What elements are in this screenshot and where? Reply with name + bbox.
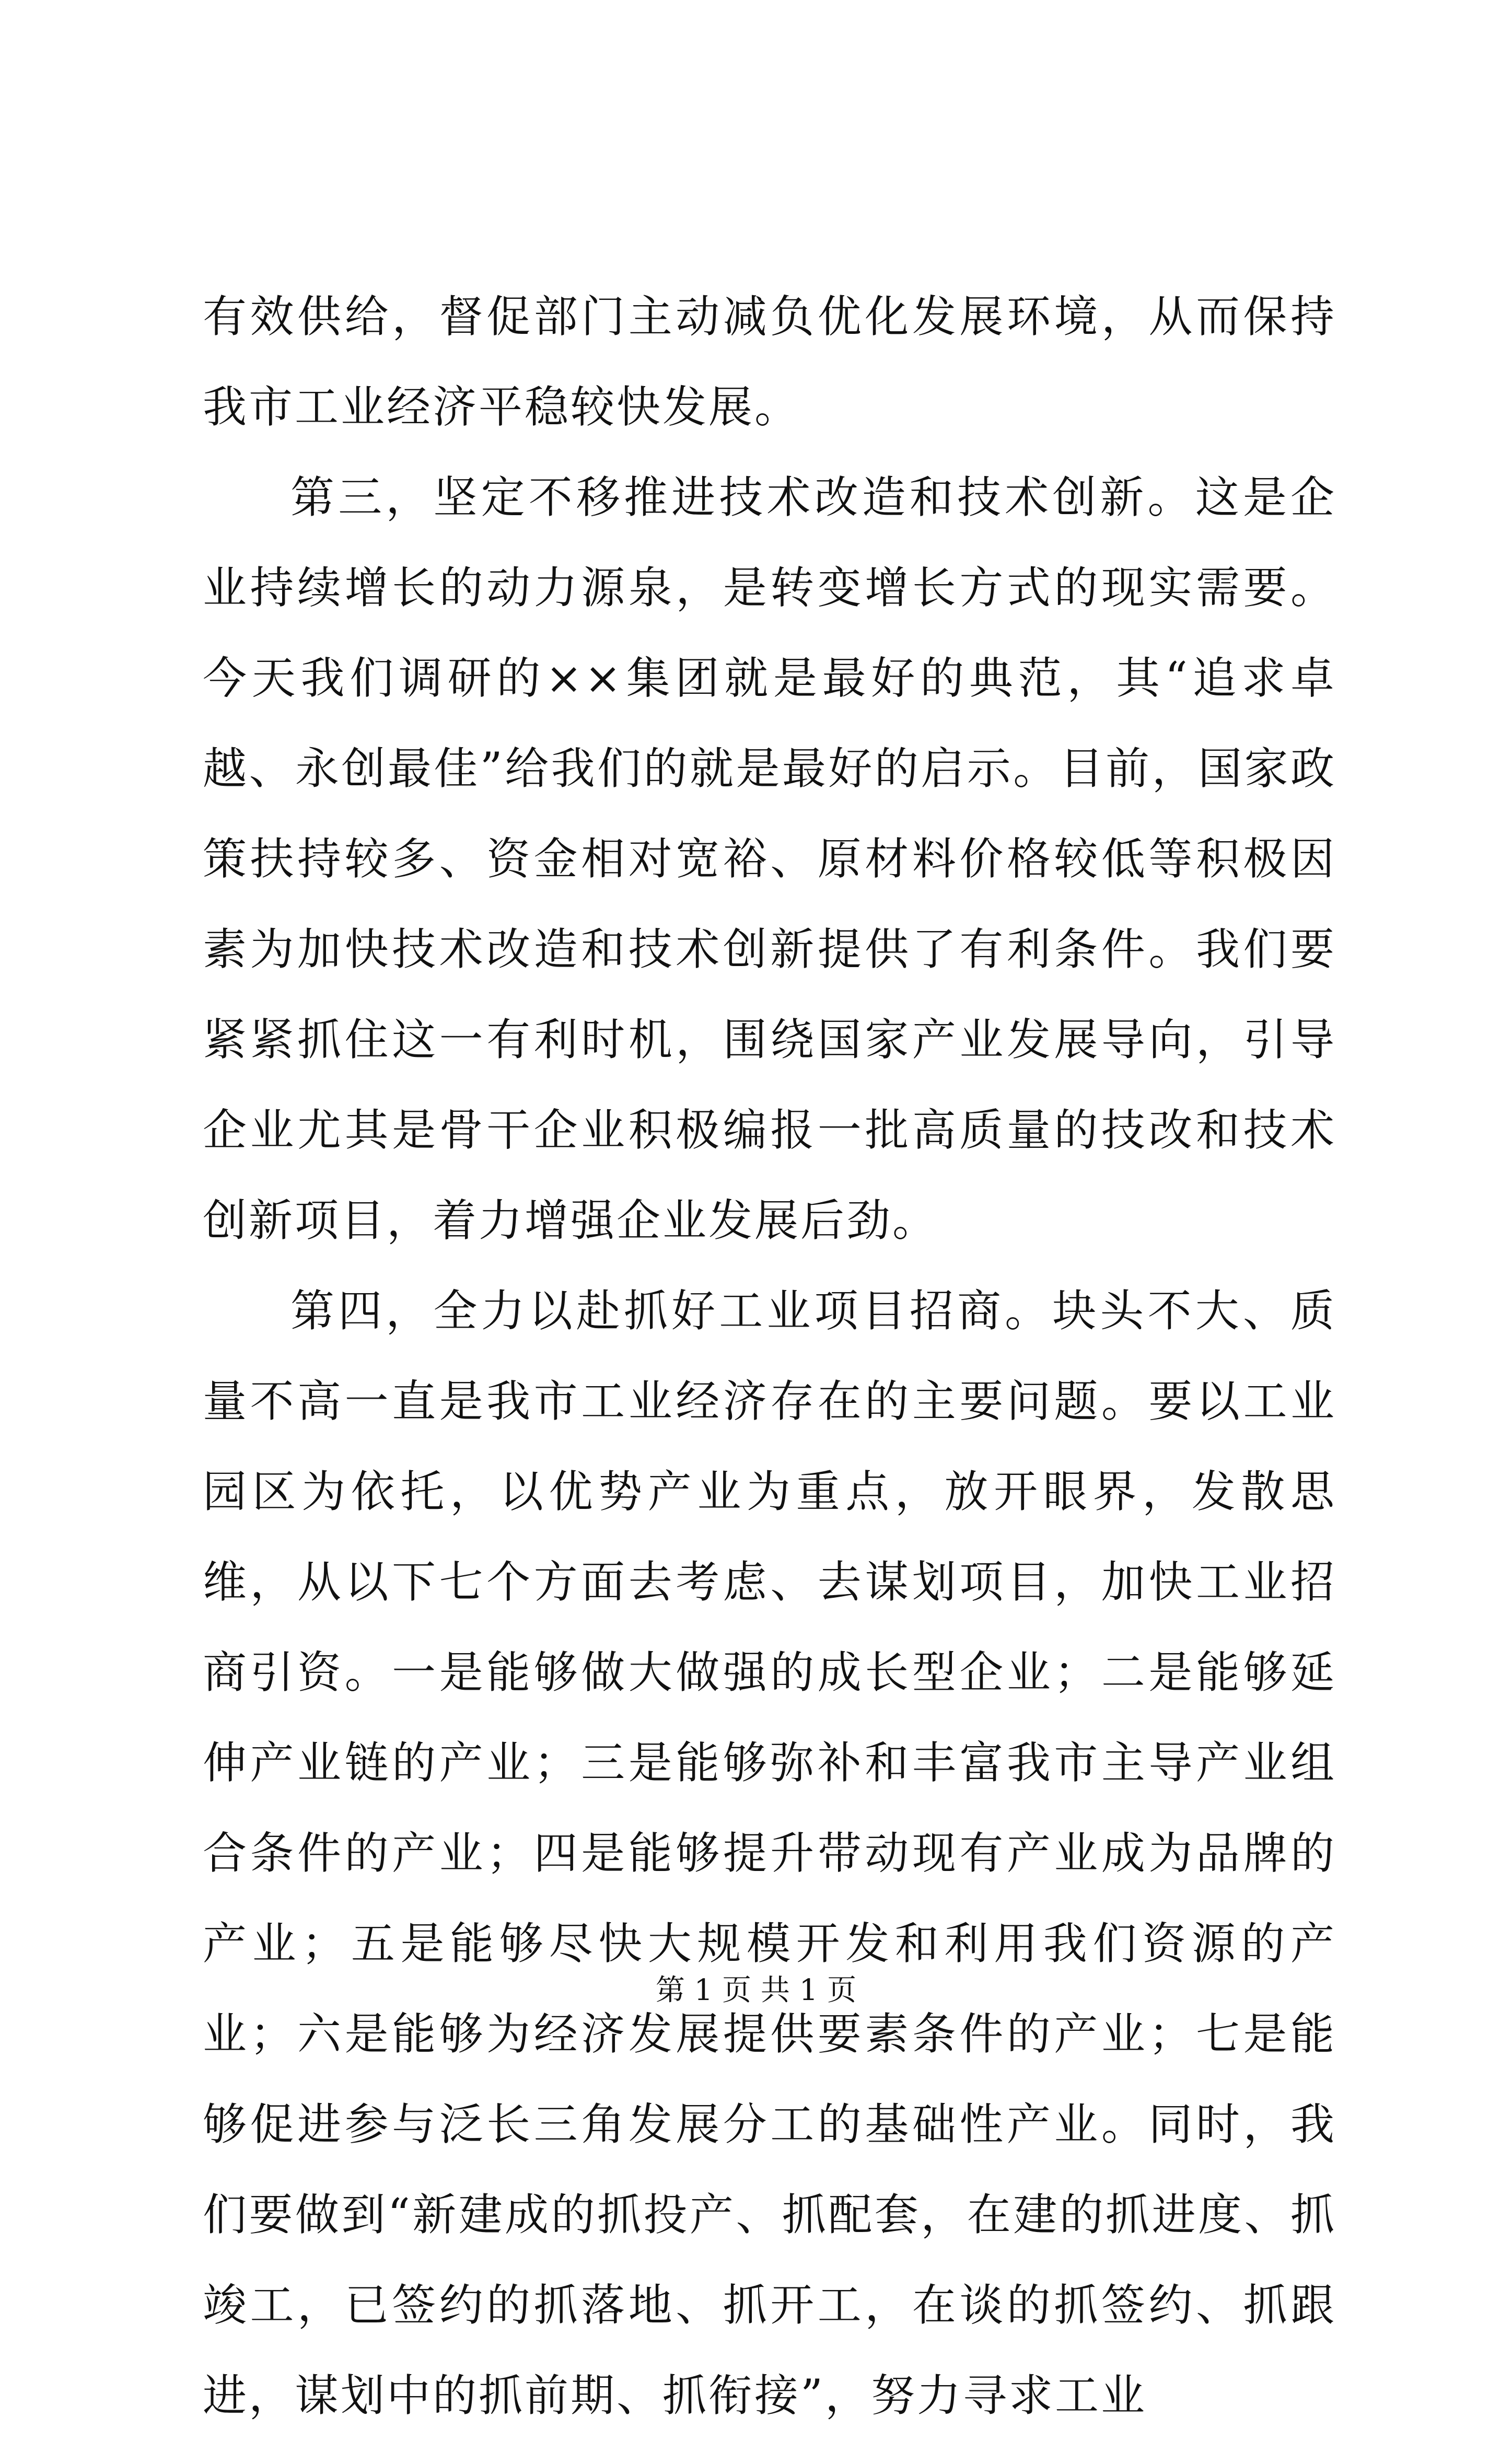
paragraph-1: 有效供给，督促部门主动减负优化发展环境，从而保持我市工业经济平稳较快发展。	[203, 291, 1336, 433]
page-number-footer: 第 1 页 共 1 页	[655, 1973, 857, 2007]
paragraph-2: 第三，坚定不移推进技术改造和技术创新。这是企业持续增长的动力源泉，是转变增长方式的现实需要。今天我们调研的××集团就是最好的典范，其“追求卓越、永创最佳”给我们的就是最好的启示。目前，国家政策扶持较多、资金相对宽裕、原材料价格较低等积极因素为加快技术改造和技术创新提供了有利条件。我们要紧紧抓住这一有利时机，围绕国家产业发展导向，引导企业尤其是骨干企业积极编报一批高质量的技改和技术创新项目，着力增强企业发展后劲。	[203, 472, 1336, 1246]
paragraph-3: 第四，全力以赴抓好工业项目招商。块头不大、质量不高一直是我市工业经济存在的主要问题。要以工业园区为依托，以优势产业为重点，放开眼界，发散思维，从以下七个方面去考虑、去谋划项目，加快工业招商引资。一是能够做大做强的成长型企业；二是能够延伸产业链的产业；三是能够弥补和丰富我市主导产业组合条件的产业；四是能够提升带动现有产业成为品牌的产业；五是能够尽快大规模开发和利用我们资源的产业；六是能够为经济发展提供要素条件的产业；七是能够促进参与泛长三角发展分工的基础性产业。同时，我们要做到“新建成的抓投产、抓配套，在建的抓进度、抓竣工，已签约的抓落地、抓开工，在谈的抓签约、抓跟进，谋划中的抓前期、抓衔接”，努力寻求工业	[203, 1285, 1336, 2421]
document-body	[203, 272, 1336, 2441]
